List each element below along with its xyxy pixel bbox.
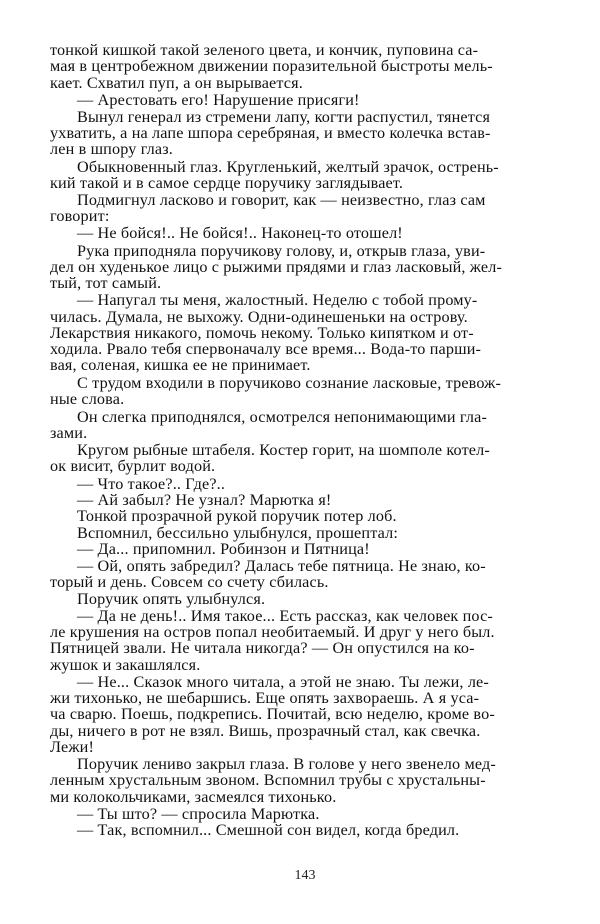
text-line: Лекарствия никакого, помочь некому. Только кипятком и от- <box>50 324 474 342</box>
text-line: ми колокольчиками, засмеялся тихонько. <box>50 788 337 806</box>
text-line: лен в шпору глаз. <box>50 140 173 158</box>
text-line: Тонкой прозрачной рукой поручик потер лоб. <box>77 507 397 525</box>
text-line: Вынул генерал из стремени лапу, когти распустил, тянется <box>77 108 491 126</box>
text-line: ные слова. <box>50 390 125 408</box>
book-page <box>50 42 560 882</box>
text-line: ухватить, а на лапе шпора серебряная, и вместо колечка встав- <box>50 124 491 142</box>
text-line: — Да не день!.. Имя такое... Есть рассказ, как человек пос- <box>77 607 493 625</box>
text-line: Он слегка приподнялся, осмотрелся непонимающими гла- <box>77 408 487 426</box>
text-line: тонкой кишкой такой зеленого цвета, и кончик, пуповина са- <box>50 41 479 59</box>
text-line: чилась. Думала, не выхожу. Одни-одинешеньки на острову. <box>50 308 468 326</box>
text-line: ды, ничего в рот не взял. Вишь, прозрачный стал, как свечка. <box>50 722 481 740</box>
text-line: — Так, вспомнил... Смешной сон видел, когда бредил. <box>77 821 460 839</box>
text-line: Рука приподняла поручикову голову, и, открыв глаза, уви- <box>77 242 486 260</box>
text-line: С трудом входили в поручиково сознание ласковые, тревож- <box>77 374 502 392</box>
text-line: Вспомнил, бессильно улыбнулся, прошептал: <box>77 524 398 542</box>
text-line: жушок и закашлялся. <box>50 656 201 674</box>
text-line: ходила. Рвало тебя спервоначалу все время... Вода-то парши- <box>50 340 482 358</box>
text-line: Подмигнул ласково и говорит, как — неизвестно, глаз сам <box>77 191 486 209</box>
text-line: тый, тот самый. <box>50 274 162 292</box>
text-line: Кругом рыбные штабеля. Костер горит, на шомполе котел- <box>77 441 490 459</box>
text-line: жи тихонько, не шебаршись. Еще опять захвораешь. А я уса- <box>50 689 480 707</box>
text-line: дел он худенькое лицо с рыжими прядями и глаз ласковый, жел- <box>50 258 503 276</box>
page-number: 143 <box>294 868 316 883</box>
text-line: — Ой, опять забредил? Далась тебе пятница. Не знаю, ко- <box>77 557 486 575</box>
text-line: — Арестовать его! Нарушение присяги! <box>77 91 360 109</box>
text-line: — Не... Сказок много читала, а этой не знаю. Ты лежи, ле- <box>77 673 489 691</box>
text-line: Поручик опять улыбнулся. <box>77 590 266 608</box>
text-line: ле крушения на остров попал необитаемый. И друг у него был. <box>50 623 495 641</box>
text-line: — Да... припомнил. Робинзон и Пятница! <box>77 540 370 558</box>
text-line: кает. Схватил пуп, а он вырывается. <box>50 74 303 92</box>
text-line: ок висит, бурлит водой. <box>50 457 216 475</box>
text-line: кий такой и в самое сердце поручику заглядывает. <box>50 174 404 192</box>
text-line: — Ты што? — спросила Марютка. <box>77 805 320 823</box>
text-line: — Ай забыл? Не узнал? Марютка я! <box>77 491 332 509</box>
text-line: вая, соленая, кишка ее не принимает. <box>50 356 311 374</box>
text-line: Пятницей звали. Не читала никогда? — Он опустился на ко- <box>50 639 475 657</box>
text-line: — Что такое?.. Где?.. <box>77 475 226 493</box>
text-line: зами. <box>50 424 88 442</box>
text-line: ча сварю. Поешь, подкрепись. Почитай, всю неделю, кроме во- <box>50 705 495 723</box>
text-line: Поручик лениво закрыл глаза. В голове у него звенело мед- <box>77 755 496 773</box>
text-line: мая в центробежном движении поразительной быстроты мель- <box>50 57 493 75</box>
text-line: Обыкновенный глаз. Кругленький, желтый зрачок, острень- <box>77 158 499 176</box>
text-line: ленным хрустальным звоном. Вспомнил трубы с хрустальны- <box>50 771 486 789</box>
text-line: говорит: <box>50 207 110 225</box>
text-line: Лежи! <box>50 738 95 756</box>
text-line: — Напугал ты меня, жалостный. Неделю с тобой прому- <box>77 291 478 309</box>
text-line: торый и день. Совсем со счету сбилась. <box>50 573 329 591</box>
text-line: — Не бойся!.. Не бойся!.. Наконец-то отошел! <box>77 224 403 242</box>
